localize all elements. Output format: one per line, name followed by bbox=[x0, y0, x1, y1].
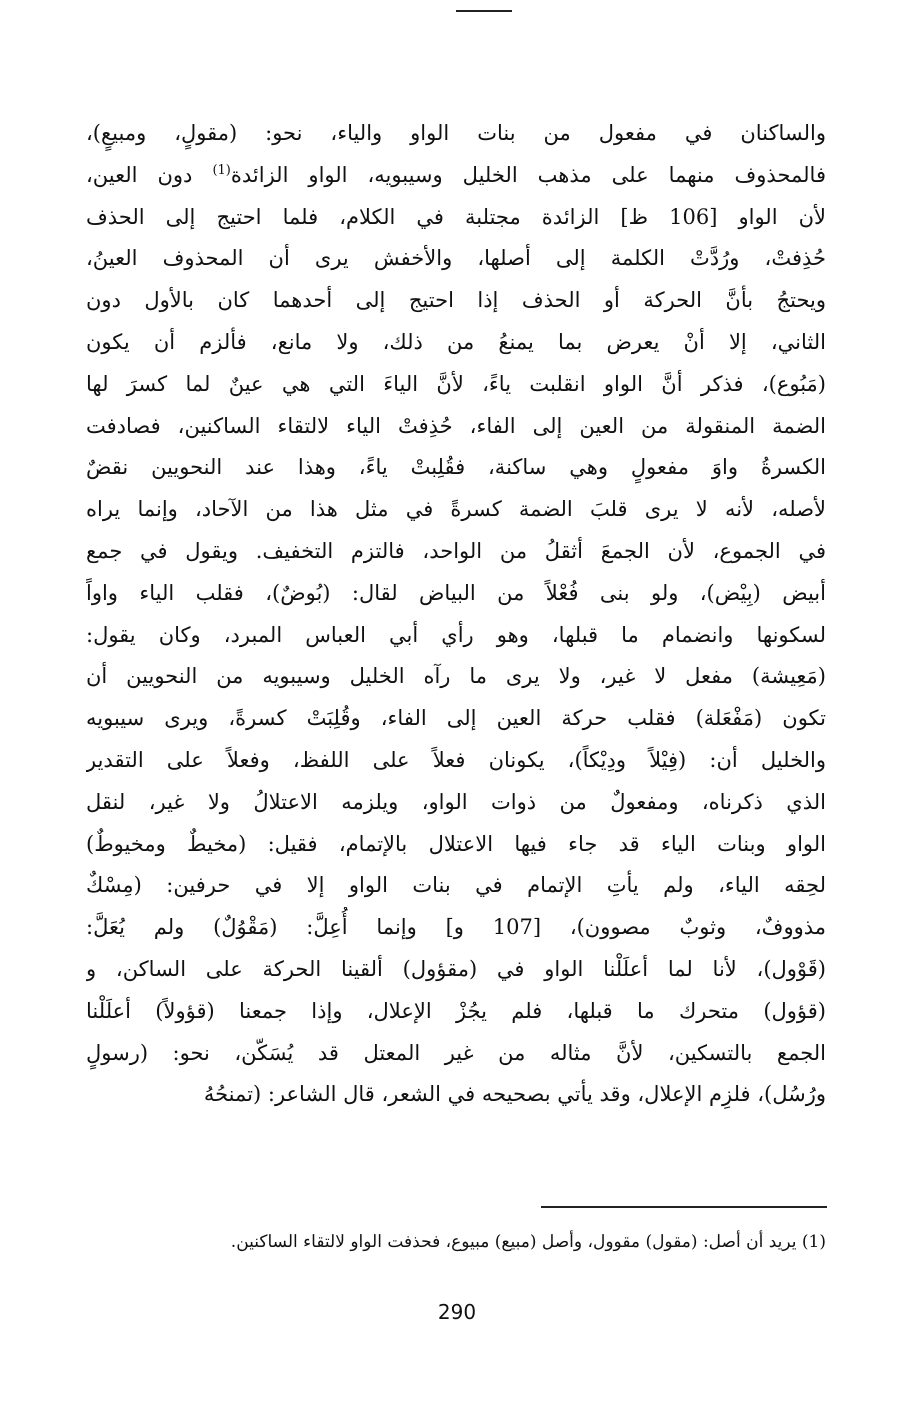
text-line: لحِقه الياء، ولم يأتِ الإتمام في بنات الواو إلا في حرفين: (مِسْكٌ bbox=[86, 873, 826, 898]
text-line: الواو وبنات الياء قد جاء فيها الاعتلال بالإتمام، فقيل: (مخيطٌ ومخيوطٌ) bbox=[86, 831, 826, 856]
text-line: أبيض (بِيْض)، ولو بنى فُعْلاً من البياض لقال: (بُوضٌ)، فقلب الياء واواً bbox=[86, 580, 826, 605]
footnote-separator bbox=[541, 1206, 827, 1208]
text-line: والساكنان في مفعول من بنات الواو والياء، نحو: (مقولٍ، ومبيعٍ)، bbox=[86, 121, 826, 145]
text-line: (مَعِيشة) مفعل لا غير، ولا يرى ما رآه الخليل وسيبويه من النحويين أن bbox=[86, 664, 826, 689]
text-line: الجمع بالتسكين، لأنَّ مثاله من غير المعتل قد يُسَكّن، نحو: (رسولٍ bbox=[86, 1040, 826, 1065]
text-line: الثاني، إلا أنْ يعرض بما يمنعُ من ذلك، ولا مانع، فألزم أن يكون bbox=[86, 329, 826, 354]
footnote-reference[interactable]: (1) bbox=[212, 162, 231, 178]
text-line: لأصله، لأنه لا يرى قلبَ الضمة كسرةً في مثل هذا من الآحاد، وإنما يراه bbox=[86, 497, 826, 522]
text-line: والخليل أن: (فِيْلاً ودِيْكاً)، يكونان فعلاً على اللفظ، وفعلاً على التقدير bbox=[86, 747, 826, 772]
text-line: تكون (مَفْعَلة) فقلب حركة العين إلى الفاء، وقُلِبَتْ كسرةً، ويرى سيبويه bbox=[86, 706, 826, 731]
header-rule bbox=[456, 10, 512, 12]
text-line-start: فالمحذوف منهما على مذهب الخليل وسيبويه، الواو الزائدة bbox=[230, 162, 826, 187]
text-line bbox=[86, 155, 826, 197]
text-line: (قَوْول)، لأنا لما أعلَلْنا الواو في (مقؤول) ألقينا الحركة على الساكن، و bbox=[86, 956, 826, 981]
text-line: ويحتجُ بأنَّ الحركة أو الحذف إذا احتيج إلى أحدهما كان بالأول دون bbox=[86, 288, 826, 313]
text-line: (قؤول) متحرك ما قبلها، فلم يجُزْ الإعلال، وإذا جمعنا (قؤولاً) أعلَلْنا bbox=[86, 998, 826, 1023]
text-line: ورُسُل)، فلزِم الإعلال، وقد يأتي بصحيحه في الشعر، قال الشاعر: (تمنحُهُ bbox=[203, 1082, 826, 1107]
text-line: الذي ذكرناه، ومفعولٌ من ذوات الواو، ويلزمه الاعتلالُ ولا غير، لنقل bbox=[86, 789, 826, 814]
text-line: (مَبُوع)، فذكر أنَّ الواو انقلبت ياءً، لأنَّ الياءَ التي هي عينٌ لما كسرَ لها bbox=[86, 371, 826, 396]
text-line: الكسرةُ واوَ مفعولٍ وهي ساكنة، فقُلِبتْ ياءً، وهذا عند النحويين نقضٌ bbox=[86, 455, 826, 480]
page-number: 290 bbox=[437, 1300, 477, 1324]
text-line: مذووفٌ، وثوبٌ مصوون)، [107 و] وإنما أُعِلَّ: (مَقْوُلٌ) ولم يُعَلَّ: bbox=[86, 915, 826, 940]
text-line: لأن الواو [106 ظ] الزائدة مجتلبة في الكلام، فلما احتيج إلى الحذف bbox=[86, 204, 826, 229]
text-line: في الجموع، لأن الجمعَ أثقلُ من الواحد، فالتزم التخفيف. ويقول في جمع bbox=[86, 538, 826, 563]
text-line: لسكونها وانضمام ما قبلها، وهو رأي أبي العباس المبرد، وكان يقول: bbox=[86, 622, 826, 647]
footnote: (1) يريد أن أصل: (مقول) مقوول، وأصل (مبيع) مبيوع، فحذفت الواو لالتقاء الساكنين. bbox=[230, 1232, 826, 1252]
text-line: الضمة المنقولة من العين إلى الفاء، حُذِفتْ الياء لالتقاء الساكنين، فصادفت bbox=[86, 413, 826, 438]
text-line: حُذِفتْ، ورُدَّتْ الكلمة إلى أصلها، والأخفش يرى أن المحذوف العينُ، bbox=[86, 246, 826, 271]
body-text bbox=[86, 113, 826, 1116]
text-line-end: دون العين، bbox=[86, 162, 193, 187]
